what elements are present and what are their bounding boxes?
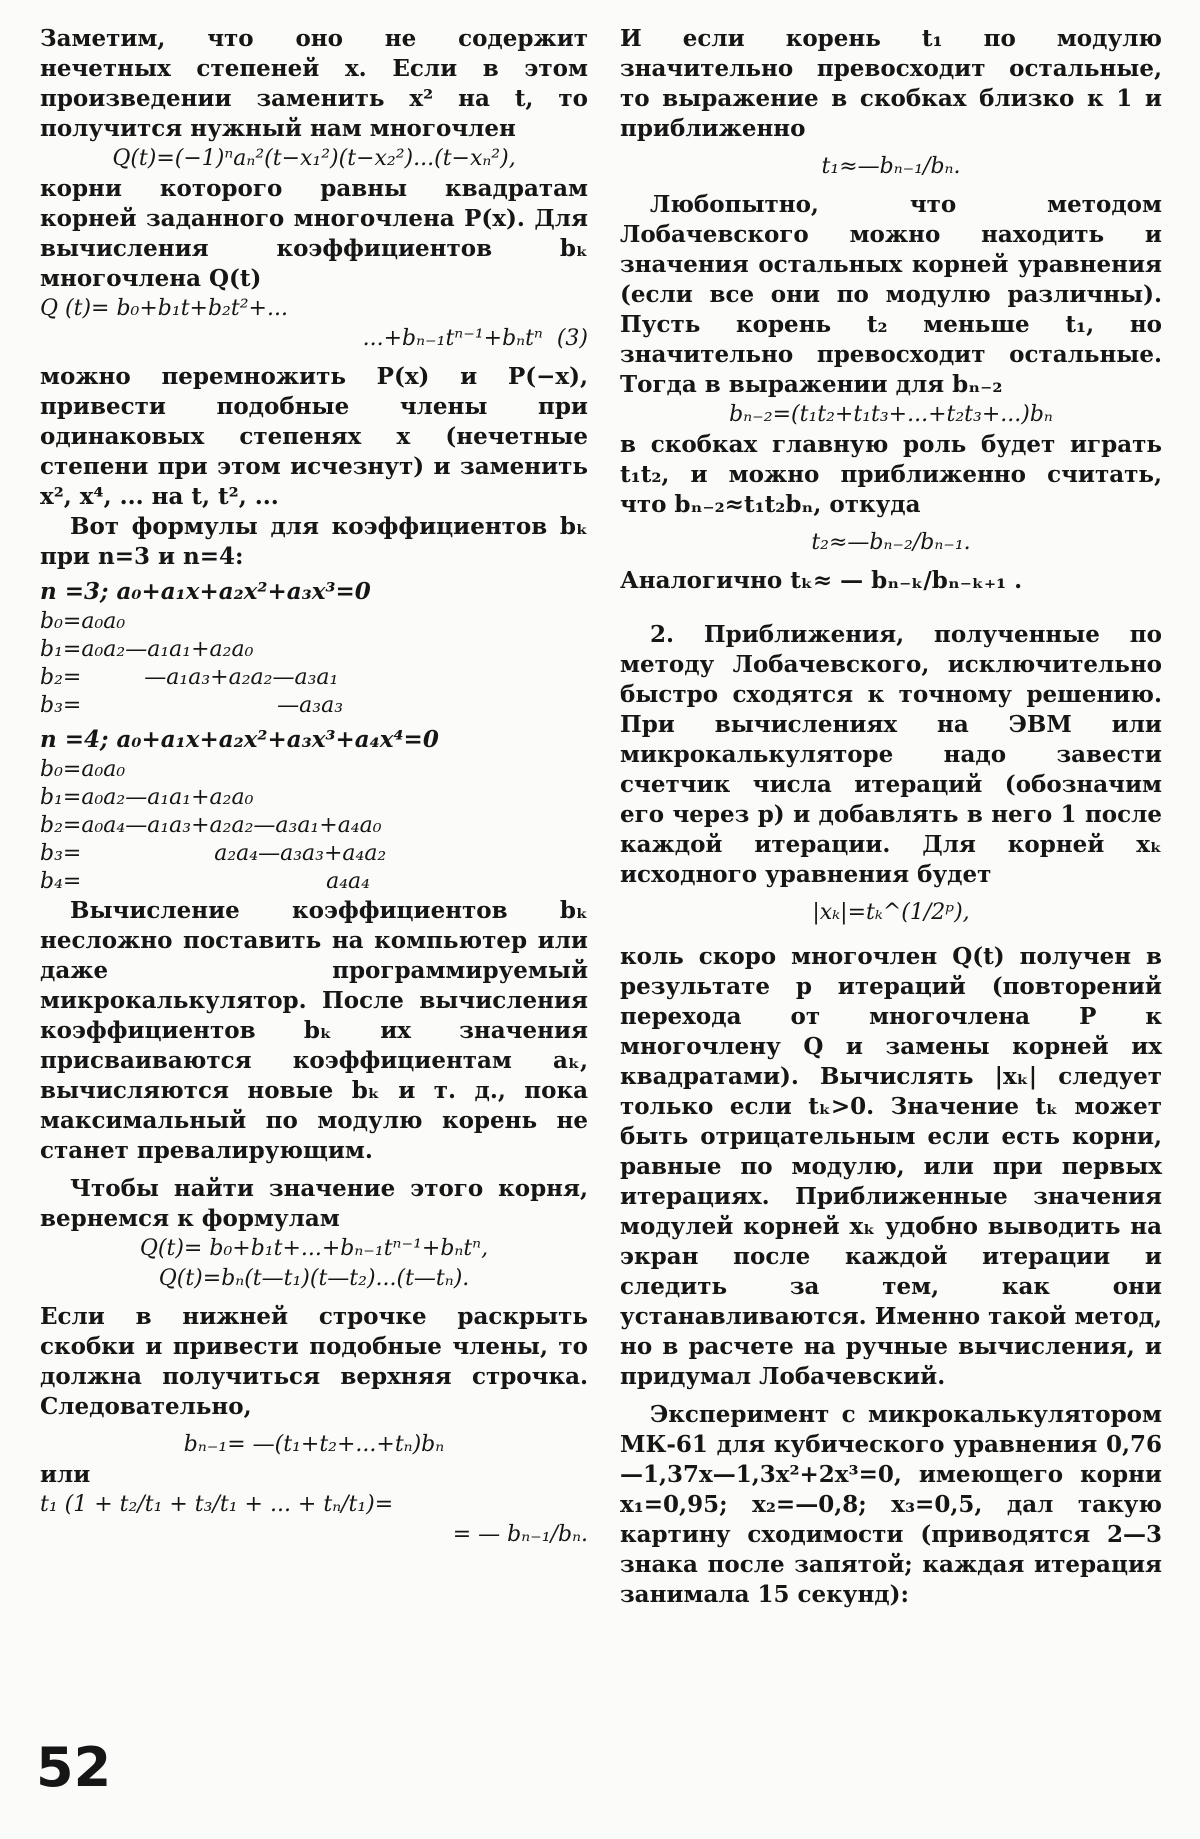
formula-q-sum: Q(t)= b₀+b₁t+...+bₙ₋₁tⁿ⁻¹+bₙtⁿ,	[139, 1236, 489, 1261]
paragraph: или	[40, 1461, 91, 1488]
formula-bn-minus-2: bₙ₋₂=(t₁t₂+t₁t₃+...+t₂t₃+...)bₙ	[729, 402, 1053, 427]
paragraph: Эксперимент с микрокалькулятором МК-61 для кубического уравнения 0,76—1,37x—1,3x²+2x³=0, имеющего корни x₁=0,95; x₂=—0,8; x₃=0,5, дал такую картину сходимости (приводятся 2—3 знака после запятой; каждая итерация занимала 15 секунд):	[620, 1401, 1162, 1608]
coefficient-row: b₃= a₂a₄—a₃a₃+a₄a₂	[40, 841, 387, 866]
left-column	[40, 24, 588, 1550]
paragraph: можно перемножить P(x) и P(−x), привести подобные члены при одинаковых степенях x (нечетные степени при этом исчезнут) и заменить x², x⁴, ... на t, t², ...	[40, 363, 588, 510]
formula-bn-minus-1: bₙ₋₁= —(t₁+t₂+...+tₙ)bₙ	[183, 1432, 445, 1457]
coefficient-row: b₃= —a₃a₃	[40, 693, 344, 718]
paragraph: И если корень t₁ по модулю значительно превосходит остальные, то выражение в скобках близко к 1 и приближенно	[620, 25, 1162, 142]
formula-t2-approx: t₂≈—bₙ₋₂/bₙ₋₁.	[811, 530, 971, 555]
formula-q-factored: Q(t)=bₙ(t—t₁)(t—t₂)...(t—tₙ).	[158, 1266, 470, 1291]
page-number: 52	[36, 1736, 112, 1799]
formula-q-product: Q(t)=(−1)ⁿaₙ²(t−x₁²)(t−x₂²)...(t−xₙ²),	[112, 146, 516, 171]
coefficient-row: b₂=a₀a₄—a₁a₃+a₂a₂—a₃a₁+a₄a₀	[40, 813, 382, 838]
coefficient-row: b₂= —a₁a₃+a₂a₂—a₃a₁	[40, 665, 339, 690]
coefficients-n4	[40, 724, 588, 896]
right-column	[620, 24, 1162, 1610]
paragraph: Любопытно, что методом Лобачевского можно находить и значения остальных корней уравнения (если все они по модулю различны). Пусть корень t₂ меньше t₁, но значительно превосходит остальные. Тогда в выражении для bₙ₋₂	[620, 191, 1162, 398]
paragraph: Заметим, что оно не содержит нечетных степеней x. Если в этом произведении заменить x² на t, то получится нужный нам многочлен	[40, 25, 588, 142]
coefficient-row: b₀=a₀a₀	[40, 609, 126, 634]
coefficient-row: b₁=a₀a₂—a₁a₁+a₂a₀	[40, 785, 254, 810]
paragraph: коль скоро многочлен Q(t) получен в результате p итераций (повторений перехода от многочлена P к многочлену Q и замены корней их квадратами). Вычислять |xₖ| следует только если tₖ>0. Значение tₖ может быть отрицательным если есть корни, равные по модулю, или при первых итерациях. Приближенные значения модулей корней xₖ удобно выводить на экран после каждой итерации и следить за тем, как они устанавливаются. Именно такой метод, но в расчете на ручные вычисления, и придумал Лобачевский.	[620, 943, 1162, 1390]
paragraph: Чтобы найти значение этого корня, вернемся к формулам	[40, 1175, 588, 1232]
formula-t1-approx: t₁≈—bₙ₋₁/bₙ.	[821, 154, 961, 179]
paragraph: Вычисление коэффициентов bₖ несложно поставить на компьютер или даже программируемый микрокалькулятор. После вычисления коэффициентов bₖ их значения присваиваются коэффициентам aₖ, вычисляются новые bₖ и т. д., пока максимальный по модулю корень не станет превалирующим.	[40, 897, 588, 1164]
paragraph: Вот формулы для коэффициентов bₖ при n=3 и n=4:	[40, 513, 588, 570]
formula-q-series-2: ...+bₙ₋₁tⁿ⁻¹+bₙtⁿ (3)	[362, 326, 588, 351]
paragraph-section-2: 2. Приближения, полученные по методу Лобачевского, исключительно быстро сходятся к точному решению. При вычислениях на ЭВМ или микрокалькуляторе надо завести счетчик числа итераций (обозначим его через p) и добавлять в него 1 после каждой итерации. Для корней xₖ исходного уравнения будет	[620, 621, 1162, 888]
coefficients-n3	[40, 576, 588, 720]
formula-t1-result: = — bₙ₋₁/bₙ.	[452, 1522, 588, 1547]
paragraph: корни которого равны квадратам корней заданного многочлена P(x). Для вычисления коэффициентов bₖ многочлена Q(t)	[40, 175, 588, 292]
coefficient-row: b₀=a₀a₀	[40, 757, 126, 782]
coefficient-row: b₁=a₀a₂—a₁a₁+a₂a₀	[40, 637, 254, 662]
system-heading: n =4; a₀+a₁x+a₂x²+a₃x³+a₄x⁴=0	[40, 726, 439, 753]
formula-root-modulus: |xₖ|=tₖ^(1/2ᵖ),	[812, 900, 970, 925]
paragraph: Аналогично tₖ≈ — bₙ₋ₖ/bₙ₋ₖ₊₁ .	[620, 567, 1023, 594]
formula-t1-ratio: t₁ (1 + t₂/t₁ + t₃/t₁ + ... + tₙ/t₁)=	[40, 1492, 394, 1517]
formula-q-series-1: Q (t)= b₀+b₁t+b₂t²+...	[40, 296, 288, 321]
paragraph: в скобках главную роль будет играть t₁t₂, и можно приближенно считать, что bₙ₋₂≈t₁t₂bₙ, откуда	[620, 431, 1162, 518]
system-heading: n =3; a₀+a₁x+a₂x²+a₃x³=0	[40, 578, 371, 605]
paragraph: Если в нижней строчке раскрыть скобки и привести подобные члены, то должна получиться верхняя строчка. Следовательно,	[40, 1303, 588, 1420]
coefficient-row: b₄= a₄a₄	[40, 869, 370, 894]
